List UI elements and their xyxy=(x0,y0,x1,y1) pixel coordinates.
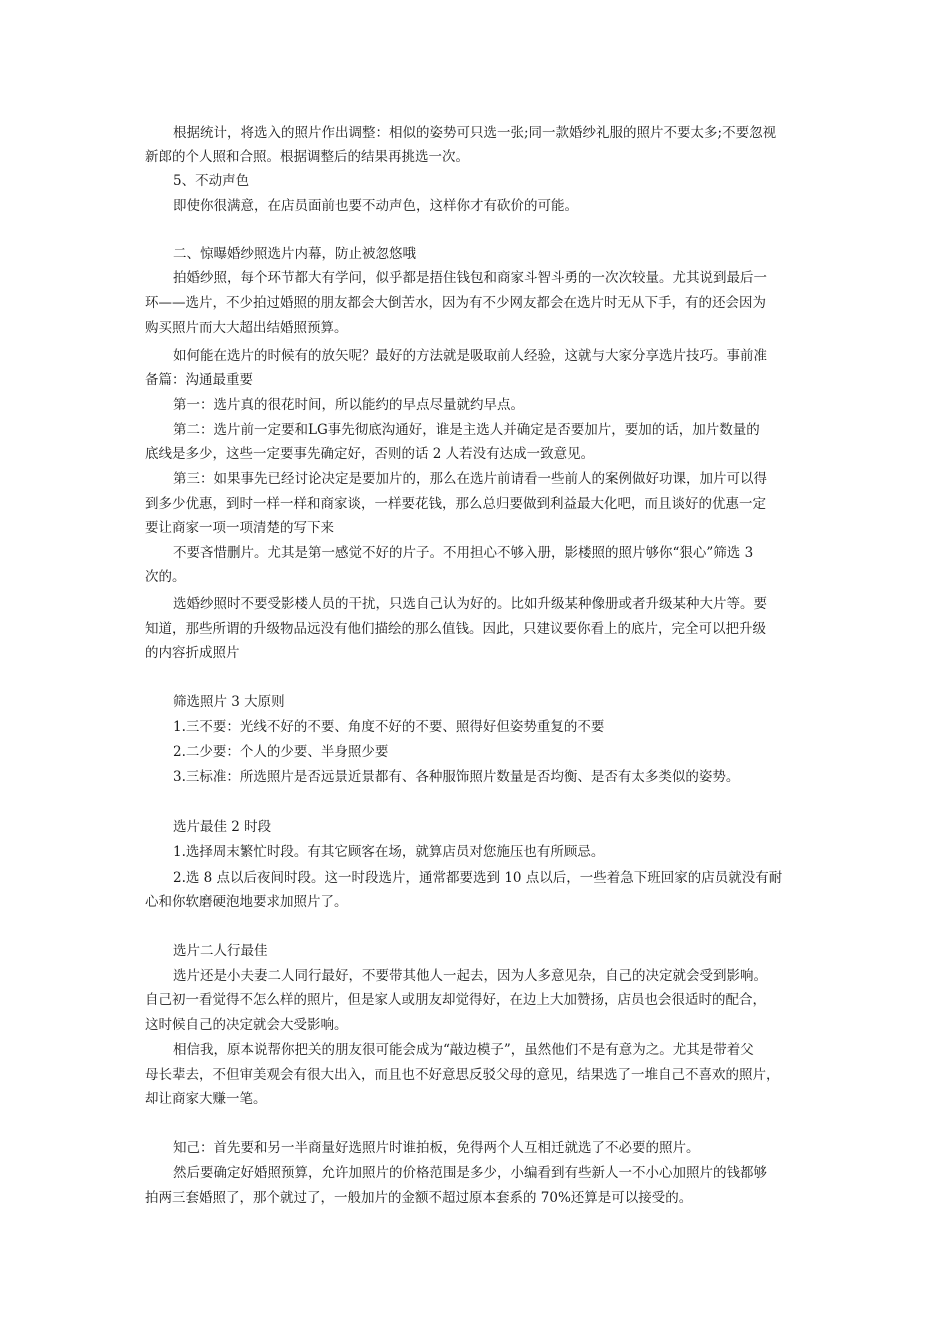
list-item: 3.三标准：所选照片是否远景近景都有、各种服饰照片数量是否均衡、是否有太多类似的姿势。 xyxy=(173,769,740,785)
paragraph-line: 母长辈去，不但审美观会有很大出入，而且也不好意思反驳父母的意见，结果选了一堆自己不喜欢的照片， xyxy=(145,1067,780,1083)
paragraph-line: 备篇：沟通最重要 xyxy=(145,372,253,388)
paragraph-line: 环——选片，不少拍过婚照的朋友都会大倒苦水，因为有不少网友都会在选片时无从下手，有的还会因为 xyxy=(145,295,766,311)
section-heading: 选片最佳 2 时段 xyxy=(173,819,272,835)
paragraph-line: 拍两三套婚照了，那个就过了，一般加片的金额不超过原本套系的 70%还算是可以接受的。 xyxy=(145,1190,693,1206)
paragraph-line: 的内容折成照片 xyxy=(145,645,240,661)
paragraph-line: 不要吝惜删片。尤其是第一感觉不好的片子。不用担心不够入册，影楼照的照片够你“狠心”筛选 3 xyxy=(173,545,754,561)
list-item: 心和你软磨硬泡地要求加照片了。 xyxy=(145,894,348,910)
paragraph-line: 到多少优惠，到时一样一样和商家谈，一样要花钱，那么总归要做到利益最大化吧，而且谈好的优惠一定 xyxy=(145,496,766,512)
paragraph-adjust-line: 新郎的个人照和合照。根据调整后的结果再挑选一次。 xyxy=(145,149,469,165)
paragraph-line: 然后要确定好婚照预算，允许加照片的价格范围是多少，小编看到有些新人一不小心加照片的钱都够 xyxy=(173,1165,767,1181)
paragraph-line: 自己初一看觉得不怎么样的照片，但是家人或朋友却觉得好，在边上大加赞扬，店员也会很适时的配合， xyxy=(145,992,766,1008)
paragraph-line: 购买照片而大大超出结婚照预算。 xyxy=(145,320,348,336)
list-item: 2.二少要：个人的少要、半身照少要 xyxy=(173,744,389,760)
paragraph-line: 拍婚纱照，每个环节都大有学问，似乎都是捂住钱包和商家斗智斗勇的一次次较量。尤其说到最后一 xyxy=(173,270,767,286)
section-heading: 5、不动声色 xyxy=(173,173,250,189)
paragraph-line: 知己：首先要和另一半商量好选照片时谁拍板，免得两个人互相迁就选了不必要的照片。 xyxy=(173,1140,700,1156)
paragraph-line: 相信我，原本说帮你把关的朋友很可能会成为“敲边模子”，虽然他们不是有意为之。尤其是带着父 xyxy=(173,1042,754,1058)
paragraph-line: 要让商家一项一项清楚的写下来 xyxy=(145,520,334,536)
paragraph-line: 次的。 xyxy=(145,569,186,585)
paragraph-line: 第一：选片真的很花时间，所以能约的早点尽量就约早点。 xyxy=(173,397,524,413)
list-item: 2.选 8 点以后夜间时段。这一时段选片，通常都要选到 10 点以后，一些着急下班回家的店员就没有耐 xyxy=(173,870,783,886)
list-item: 1.三不要：光线不好的不要、角度不好的不要、照得好但姿势重复的不要 xyxy=(173,719,605,735)
paragraph-line: 如何能在选片的时候有的放矢呢？最好的方法就是吸取前人经验，这就与大家分享选片技巧。事前准 xyxy=(173,348,767,364)
paragraph-line: 第三：如果事先已经讨论决定是要加片的，那么在选片前请看一些前人的案例做好功课，加片可以得 xyxy=(173,471,767,487)
section-title: 二、惊曝婚纱照选片内幕，防止被忽悠哦 xyxy=(173,246,416,262)
paragraph-line: 底线是多少，这些一定要事先确定好，否则的话 2 人若没有达成一致意见。 xyxy=(145,446,595,462)
paragraph-line: 选婚纱照时不要受影楼人员的干扰，只选自己认为好的。比如升级某种像册或者升级某种大片等。要 xyxy=(173,596,767,612)
paragraph-line: 这时候自己的决定就会大受影响。 xyxy=(145,1017,348,1033)
paragraph-line: 知道，那些所谓的升级物品远没有他们描绘的那么值钱。因此，只建议要你看上的底片，完全可以把升级 xyxy=(145,621,766,637)
paragraph-line: 却让商家大赚一笔。 xyxy=(145,1091,267,1107)
section-heading: 选片二人行最佳 xyxy=(173,943,268,959)
paragraph-line: 选片还是小夫妻二人同行最好，不要带其他人一起去，因为人多意见杂，自己的决定就会受到影响。 xyxy=(173,968,767,984)
paragraph-line: 第二：选片前一定要和LG事先彻底沟通好，谁是主选人并确定是否要加片，要加的话，加片数量的 xyxy=(173,422,760,438)
section-heading: 筛选照片 3 大原则 xyxy=(173,694,285,710)
list-item: 1.选择周末繁忙时段。有其它顾客在场，就算店员对您施压也有所顾忌。 xyxy=(173,844,605,860)
paragraph-adjust-line: 根据统计，将选入的照片作出调整：相似的姿势可只选一张;同一款婚纱礼服的照片不要太多;不要忽视 xyxy=(173,125,777,141)
paragraph-line: 即使你很满意，在店员面前也要不动声色，这样你才有砍价的可能。 xyxy=(173,198,578,214)
